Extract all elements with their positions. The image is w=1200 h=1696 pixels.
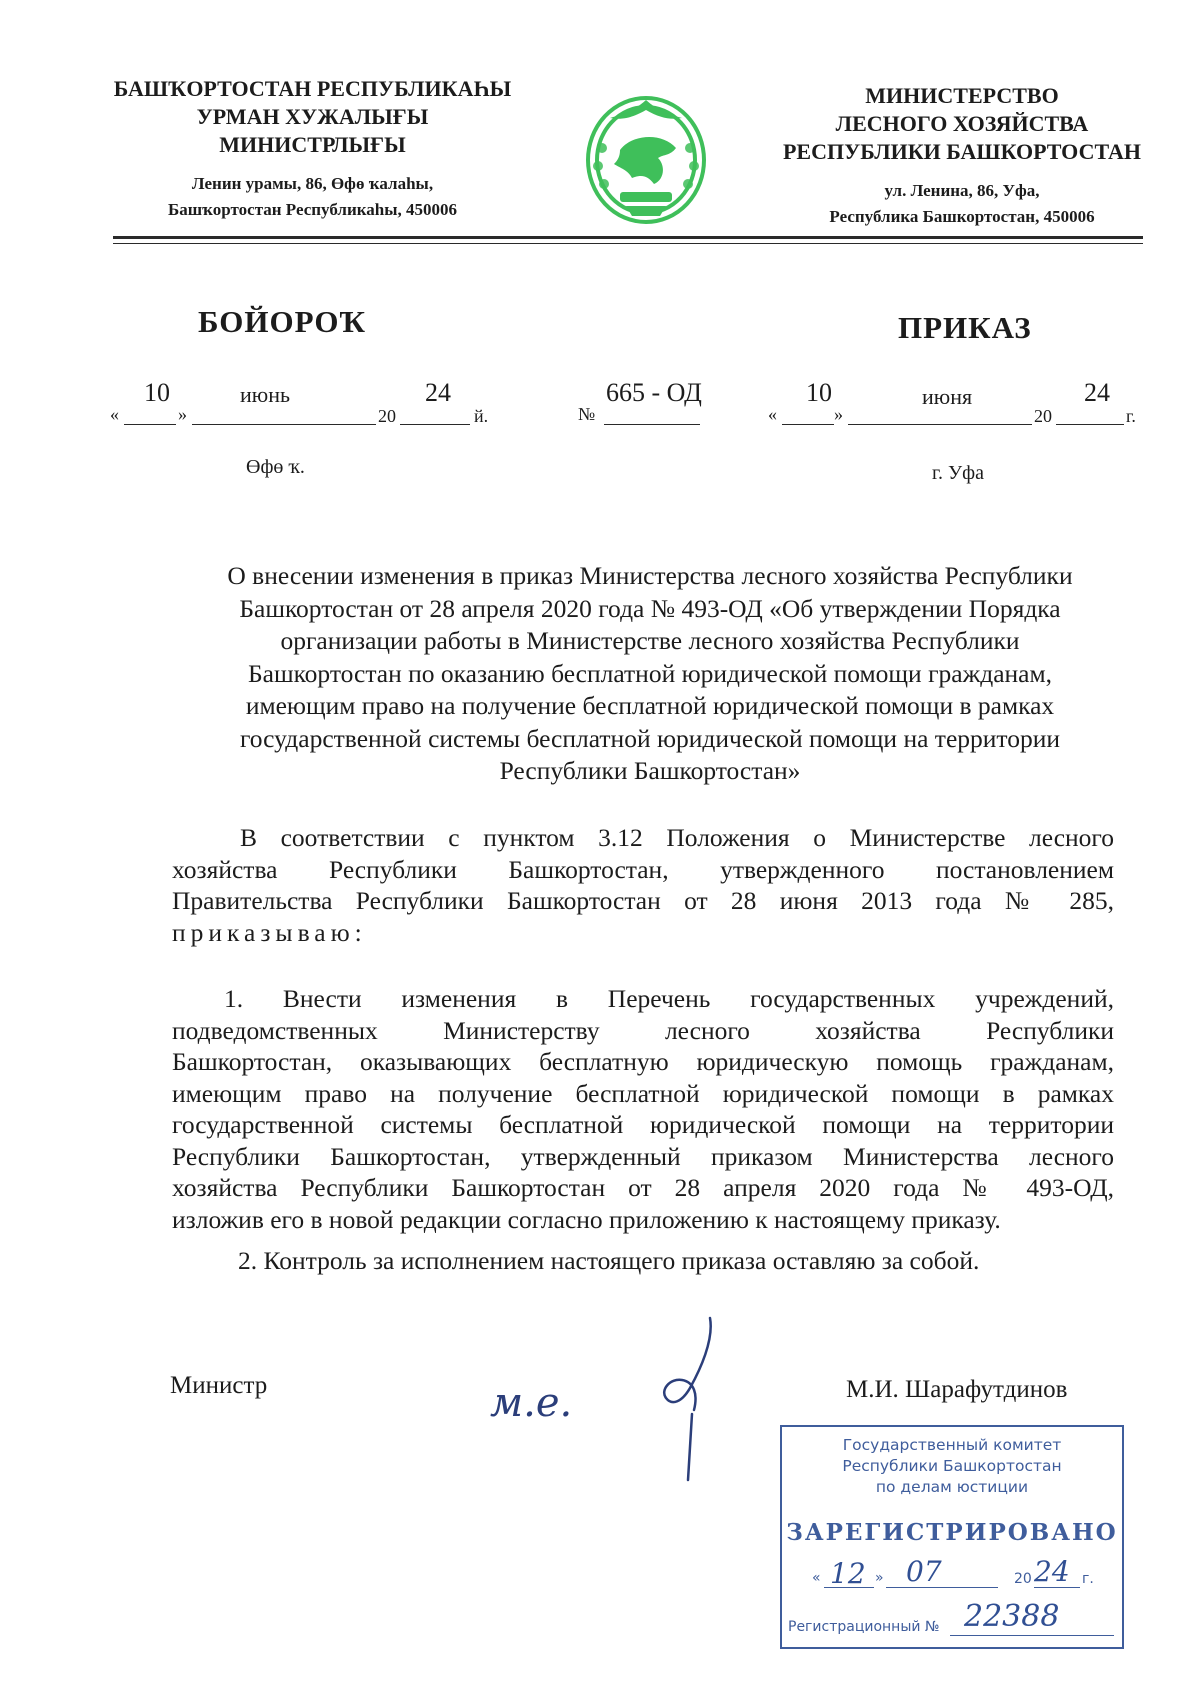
date-right-day: 10 [806, 378, 832, 407]
date-left-year-line [400, 424, 470, 425]
date-right-year-line [1056, 424, 1124, 425]
stamp-reg-label: Регистрационный № [788, 1619, 940, 1635]
org-name-line: МИНИСТЕРСТВО [865, 83, 1059, 108]
item-line: Башкортостан, оказывающих бесплатную юридическую помощь гражданам, [172, 1047, 1114, 1076]
stamp-suffix: г. [1082, 1571, 1094, 1587]
stamp-open-quote: « [812, 1570, 821, 1586]
stamp-day: 12 [830, 1557, 866, 1590]
header-rule-thick [113, 236, 1143, 239]
date-left-month: июнь [240, 382, 291, 407]
date-right-year: 24 [1084, 378, 1110, 407]
date-left-day: 10 [144, 378, 170, 407]
date-left-close-quote: » [178, 404, 187, 424]
order-item-1 [172, 983, 1114, 1235]
bashkortostan-emblem-icon [580, 88, 712, 228]
subject-line: О внесении изменения в приказ Министерства лесного хозяйства Республики [227, 561, 1073, 590]
date-right-century: 20 [1034, 406, 1052, 426]
org-name-line: МИНИСТРЛЫҒЫ [219, 132, 406, 157]
registration-stamp [780, 1425, 1124, 1649]
date-right-month: июня [922, 384, 973, 409]
date-right-month-line [848, 424, 1032, 425]
header-left [110, 75, 515, 223]
subject-line: организации работы в Министерстве лесного хозяйства Республики [280, 626, 1020, 655]
stamp-close-quote: » [875, 1570, 884, 1586]
header-rule-thin [113, 243, 1143, 244]
order-number: 665 - ОД [606, 378, 702, 407]
header-right [772, 82, 1152, 230]
order-item-2: 2. Контроль за исполнением настоящего приказа оставляю за собой. [238, 1246, 980, 1275]
org-name-line: УРМАН ХУЖАЛЫҒЫ [196, 104, 429, 129]
preamble-line: приказываю: [172, 917, 367, 947]
order-subject [170, 560, 1130, 788]
stamp-status: ЗАРЕГИСТРИРОВАНО [786, 1519, 1118, 1546]
preamble-line: В соответствии с пунктом 3.12 Положения о Министерстве лесного [240, 823, 1114, 852]
preamble-line: Правительства Республики Башкортостан от 28 июня 2013 года № 285, [172, 886, 1114, 915]
subject-line: Башкортостан по оказанию бесплатной юридической помощи гражданам, [247, 658, 1052, 688]
number-line [604, 424, 700, 425]
signatory-name: М.И. Шарафутдинов [846, 1376, 1068, 1403]
item-line: изложив его в новой редакции согласно приложению к настоящему приказу. [172, 1204, 1001, 1234]
stamp-year: 24 [1034, 1555, 1070, 1588]
item-line: хозяйства Республики Башкортостан от 28 апреля 2020 года № 493-ОД, [172, 1173, 1114, 1202]
date-left-day-line [124, 424, 176, 425]
date-left-suffix: й. [474, 406, 489, 426]
stamp-century: 20 [1014, 1571, 1032, 1587]
org-address-line: Башҡортостан Республикаһы, 450006 [167, 200, 458, 219]
subject-line: Башкортостан от 28 апреля 2020 года № 493-ОД «Об утверждении Порядка [239, 593, 1061, 623]
org-address-line: Республика Башкортостан, 450006 [829, 207, 1095, 226]
city-right: г. Уфа [932, 462, 984, 484]
date-right-open-quote: « [768, 404, 777, 424]
stamp-month: 07 [906, 1555, 942, 1588]
org-name-line: РЕСПУБЛИКИ БАШКОРТОСТАН [782, 139, 1142, 164]
stamp-org-line: по делам юстиции [875, 1478, 1029, 1496]
item-line: государственной системы бесплатной юридической помощи на территории [172, 1110, 1114, 1139]
date-right-suffix: г. [1126, 406, 1136, 426]
stamp-month-line [886, 1587, 998, 1588]
subject-line: государственной системы бесплатной юридической помощи на территории [239, 723, 1061, 753]
date-right-close-quote: » [834, 404, 843, 424]
item-line: имеющим право на получение бесплатной юридической помощи в рамках [172, 1078, 1114, 1108]
org-address-line: ул. Ленина, 86, Уфа, [884, 181, 1040, 200]
org-address-line: Ленин урамы, 86, Өфө ҡалаһы, [191, 174, 434, 193]
signature-initials: м.е. [490, 1380, 573, 1426]
subject-line: Республики Башкортостан» [499, 756, 801, 785]
date-left-year: 24 [425, 378, 451, 407]
item-line: 1. Внести изменения в Перечень государственных учреждений, [224, 984, 1114, 1013]
date-left-month-line [192, 424, 376, 425]
date-right-day-line [782, 424, 834, 425]
handwritten-signature-icon [630, 1310, 740, 1490]
city-left: Өфө ҡ. [246, 456, 305, 478]
subject-line: имеющим право на получение бесплатной юридической помощи в рамках [245, 691, 1055, 720]
stamp-reg-number: 22388 [964, 1599, 1060, 1634]
number-sign: № [578, 404, 596, 424]
date-left-century: 20 [378, 406, 396, 426]
title-left: БОЙОРОҠ [198, 304, 367, 339]
signatory-position: Министр [170, 1372, 268, 1399]
preamble-line: хозяйства Республики Башкортостан, утвержденного постановлением [172, 854, 1114, 884]
date-left-open-quote: « [110, 404, 119, 424]
org-name-line: ЛЕСНОГО ХОЗЯЙСТВА [835, 111, 1089, 136]
stamp-org-line: Республики Башкортостан [842, 1457, 1062, 1475]
stamp-org-line: Государственный комитет [842, 1436, 1062, 1454]
item-line: Республики Башкортостан, утвержденный приказом Министерства лесного [172, 1141, 1114, 1171]
preamble-paragraph [172, 822, 1114, 948]
item-line: подведомственных Министерству лесного хозяйства Республики [172, 1015, 1114, 1045]
org-name-line: БАШҠОРТОСТАН РЕСПУБЛИКАҺЫ [113, 76, 512, 101]
title-right: ПРИКАЗ [898, 310, 1032, 345]
stamp-reg-line [950, 1635, 1114, 1636]
stamp-org [782, 1435, 1122, 1498]
